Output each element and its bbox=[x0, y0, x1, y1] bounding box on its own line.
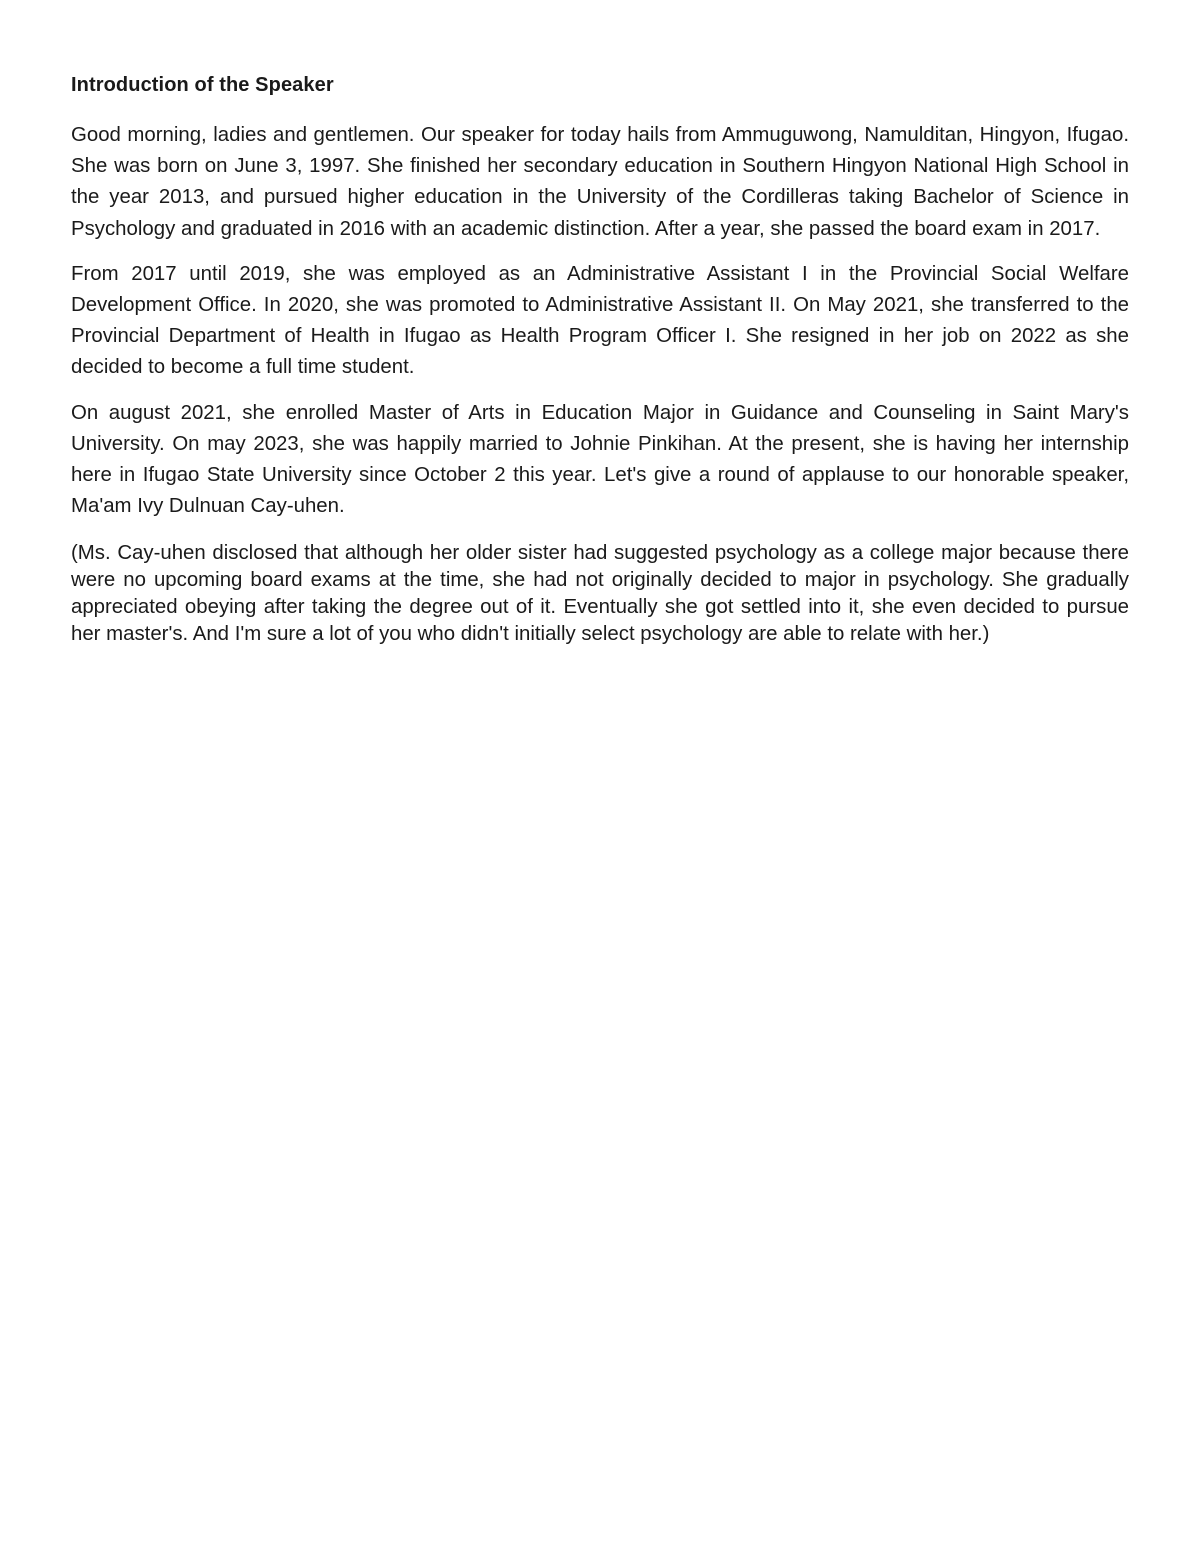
document-title: Introduction of the Speaker bbox=[71, 74, 334, 96]
paragraph-speaker-background: Good morning, ladies and gentlemen. Our speaker for today hails from Ammuguwong, Namulditan, Hingyon, Ifugao. She was born on June 3, 1997. She finished her secondary education in Southern Hingyon National High School in the year 2013, and pursued higher education in the University of the Cordilleras taking Bachelor of Science in Psychology and graduated in 2016 with an academic distinction. After a year, she passed the board exam in 2017. bbox=[71, 124, 1129, 240]
paragraph-employment-history: From 2017 until 2019, she was employed as an Administrative Assistant I in the Provincial Social Welfare Development Office. In 2020, she was promoted to Administrative Assistant II. On May 2021, she transferred to the Provincial Department of Health in Ifugao as Health Program Officer I. She resigned in her job on 2022 as she decided to become a full time student. bbox=[71, 262, 1129, 379]
paragraph-speaker-note: (Ms. Cay-uhen disclosed that although her older sister had suggested psychology as a college major because there were no upcoming board exams at the time, she had not originally decided to major in psychology. She gradually appreciated obeying after taking the degree out of it. Eventually she got settled into it, she even decided to pursue her master's. And I'm sure a lot of you who didn't initially select psychology are able to relate with her.) bbox=[71, 542, 1129, 646]
paragraph-graduate-studies: On august 2021, she enrolled Master of Arts in Education Major in Guidance and Counseling in Saint Mary's University. On may 2023, she was happily married to Johnie Pinkihan. At the present, she is having her internship here in Ifugao State University since October 2 this year. Let's give a round of applause to our honorable speaker, Ma'am Ivy Dulnuan Cay-uhen. bbox=[71, 401, 1129, 518]
